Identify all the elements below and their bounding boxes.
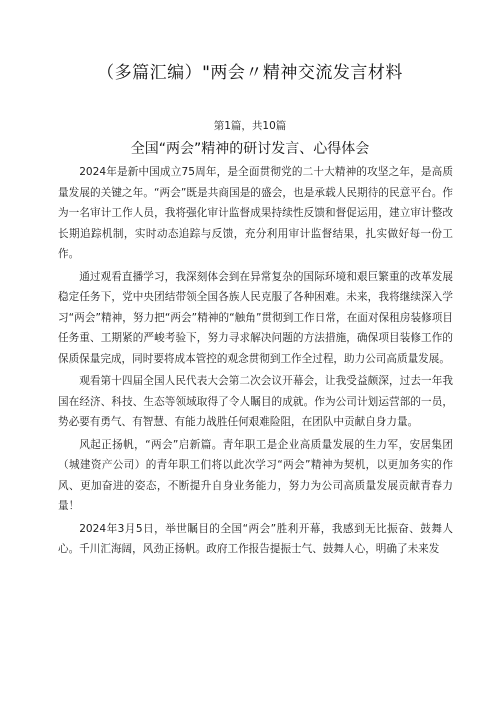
paragraph-2: 通过观看直播学习，我深刻体会到在异常复杂的国际环境和艰巨繁重的改革发展稳定任务下，党中央团结带领全国各族人民克服了各种困难。未来，我将继续深入学习“两会”精神，努力把“两会”精神的“触角”贯彻到工作日常，在面对保租房装修项目任务重、工期紧的严峻考验下，努力寻求解决问题的方法措施，确保项目装修工作的保质保量完成，同时要将成本管控的观念贯彻到工作全过程，助力公司高质量发展。 [58,270,453,365]
document-body [58,162,453,562]
section-title: 全国“两会”精神的研讨发言、心得体会 [130,141,370,157]
document-title: （多篇汇编）"两会〃精神交流发言材料 [97,63,403,83]
part-indicator: 第1篇，共10篇 [213,120,287,132]
paragraph-1: 2024年是新中国成立75周年，是全面贯彻党的二十大精神的攻坚之年，是高质量发展的关键之年。“两会”既是共商国是的盛会，也是承载人民期待的民意平台。作为一名审计工作人员，我将强化审计监督成果持续性反馈和督促运用，建立审计整改长期追踪机制，实时动态追踪与反馈，充分利用审计监督结果，扎实做好每一份工作。 [58,166,453,260]
paragraph-3: 观看第十四届全国人民代表大会第二次会议开幕会，让我受益颇深，过去一年我国在经济、科技、生态等领域取得了令人瞩目的成就。作为公司计划运营部的一员，势必要有勇气、有智慧、有能力战胜任何艰难险阻，在团队中贡献自身力量。 [58,375,453,428]
paragraph-5: 2024年3月5日，举世瞩目的全国“两会”胜利开幕，我感到无比振奋、鼓舞人心。千川汇海阔，风劲正扬帆。政府工作报告提振士气、鼓舞人心，明确了未来发 [58,522,453,555]
paragraph-4: 风起正扬帆，“两会”启新篇。青年职工是企业高质量发展的生力军，安居集团（城建资产公司）的青年职工们将以此次学习“两会”精神为契机，以更加务实的作风、更加奋进的姿态，不断提升自身业务能力，努力为公司高质量发展贡献青春力量！ [58,438,453,512]
